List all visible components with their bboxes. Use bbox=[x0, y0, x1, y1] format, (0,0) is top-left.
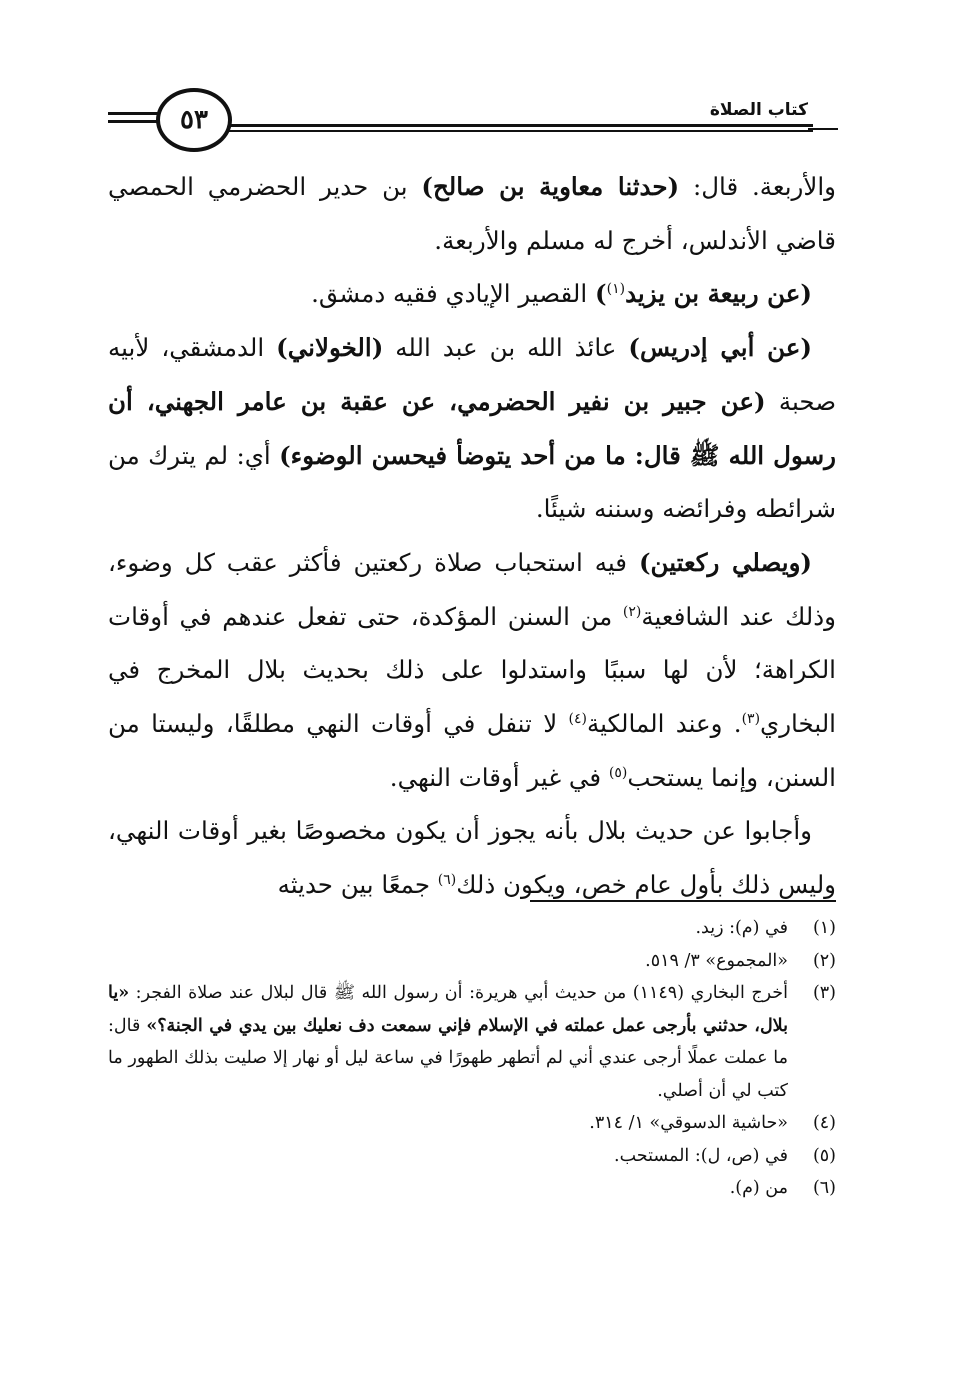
footnote-text: في (م): زيد. bbox=[695, 918, 788, 938]
main-text bbox=[108, 160, 836, 912]
page-header bbox=[108, 82, 838, 162]
footnote-ref[interactable]: (٦) bbox=[437, 871, 457, 888]
footnote-item bbox=[108, 912, 836, 945]
text-run: في غير أوقات النهي. bbox=[389, 762, 609, 792]
footnote-ref[interactable]: (٥) bbox=[608, 764, 628, 781]
footnote-item bbox=[108, 1107, 836, 1140]
text-run: . وعند المالكية bbox=[586, 709, 742, 739]
footnote-item bbox=[108, 945, 836, 978]
footnote-ref[interactable]: (٤) bbox=[568, 710, 587, 727]
footnote-ref[interactable]: (٢) bbox=[622, 603, 642, 620]
text-run: القصير الإيادي فقيه دمشق. bbox=[311, 279, 595, 309]
footnote-text: «المجموع» ٣/ ٥١٩. bbox=[645, 950, 788, 971]
quoted-phrase: (الخولاني) bbox=[276, 333, 384, 363]
footnote-number: (٤) bbox=[812, 1113, 836, 1133]
footnote-item bbox=[108, 977, 836, 1107]
header-rule bbox=[228, 130, 813, 132]
header-rule bbox=[108, 112, 160, 115]
header-rule bbox=[808, 128, 838, 130]
text-run: جمعًا بين حديثه bbox=[277, 870, 438, 900]
header-rule bbox=[228, 124, 813, 127]
hadith-quote: «يا بلال، حدثني بأرجى عمل عملته في الإسلام فإني سمعت دف نعليك بين يدي في الجنة؟» bbox=[108, 983, 788, 1036]
text-run: قال: ما عملت عملًا أرجى عندي أني لم أتطهر طهورًا في ساعة ليل أو نهار إلا صليت بذلك الطهور ما كتب لي أن أصلي. bbox=[108, 1015, 788, 1101]
footnote-item bbox=[108, 1172, 836, 1205]
text-run: أي: لم يترك من شرائطه وفرائضه وسننه شيئًا. bbox=[108, 440, 836, 524]
footnote-number: (٦) bbox=[812, 1178, 836, 1198]
quoted-phrase: (عن أبي إدريس) bbox=[628, 333, 812, 363]
footnotes bbox=[108, 912, 836, 1205]
page-number: ٥٣ bbox=[156, 88, 232, 152]
footnote-text: من (م). bbox=[729, 1178, 788, 1198]
footnote-number: (٣) bbox=[812, 983, 836, 1003]
text-run: فيه استحباب صلاة ركعتين فأكثر عقب كل وضوء، وذلك عند الشافعية bbox=[108, 547, 836, 631]
running-title: كتاب الصلاة bbox=[704, 100, 814, 120]
text-run: لا تنفل في أوقات النهي مطلقًا، وليستا من السنن، وإنما يستحب bbox=[108, 709, 836, 792]
footnote-number: (١) bbox=[812, 918, 836, 938]
quoted-phrase: (ويصلي ركعتين) bbox=[638, 547, 812, 577]
text-run: وأجابوا عن حديث بلال بأنه يجوز أن يكون مخصوصًا بغير أوقات النهي، وليس ذلك بأول عام خص، ويكون ذلك bbox=[108, 816, 836, 900]
footnote-ref[interactable]: (١) bbox=[606, 281, 626, 298]
footnote-text: في (ص، ل): المستحب. bbox=[614, 1145, 788, 1166]
paragraph bbox=[108, 321, 836, 536]
paragraph bbox=[108, 160, 836, 267]
footnote-text: «حاشية الدسوقي» ١/ ٣١٤. bbox=[589, 1113, 788, 1133]
quoted-phrase: (عن ربيعة بن يزيد bbox=[625, 279, 812, 309]
footnote-item bbox=[108, 1140, 836, 1173]
text-run: والأربعة. قال: bbox=[679, 172, 837, 201]
footnote-number: (٢) bbox=[812, 950, 836, 971]
footnote-number: (٥) bbox=[812, 1145, 836, 1166]
quoted-phrase: (حدثنا معاوية بن صالح) bbox=[421, 172, 680, 201]
text-run: أخرج البخاري (١١٤٩) من حديث أبي هريرة: أن رسول الله ﷺ قال لبلال عند صلاة الفجر: bbox=[129, 983, 788, 1003]
paragraph bbox=[108, 267, 836, 321]
quoted-phrase: ) bbox=[595, 279, 607, 309]
text-run: من السنن المؤكدة، حتى تفعل عندهم في أوقات الكراهة؛ لأن لها سببًا واستدلوا على ذلك بحديث بلال المخرج في البخاري bbox=[108, 601, 836, 739]
quoted-phrase: (عن جبير بن نفير الحضرمي، عن عقبة بن عامر الجهني، أن رسول الله ﷺ قال: ما من أحد يتوضأ فيحسن الوضوء) bbox=[108, 386, 836, 470]
footnote-separator bbox=[530, 900, 836, 902]
paragraph bbox=[108, 804, 836, 911]
footnote-ref[interactable]: (٣) bbox=[741, 710, 761, 727]
text-run: عائذ الله بن عبد الله bbox=[383, 333, 629, 363]
text-run: الدمشقي، لأبيه صحبة bbox=[108, 333, 836, 416]
paragraph bbox=[108, 536, 836, 805]
footnote-text bbox=[108, 977, 788, 1107]
header-rule bbox=[108, 120, 160, 123]
text-run: بن حدير الحضرمي الحمصي قاضي الأندلس، أخرج له مسلم والأربعة. bbox=[108, 172, 836, 255]
